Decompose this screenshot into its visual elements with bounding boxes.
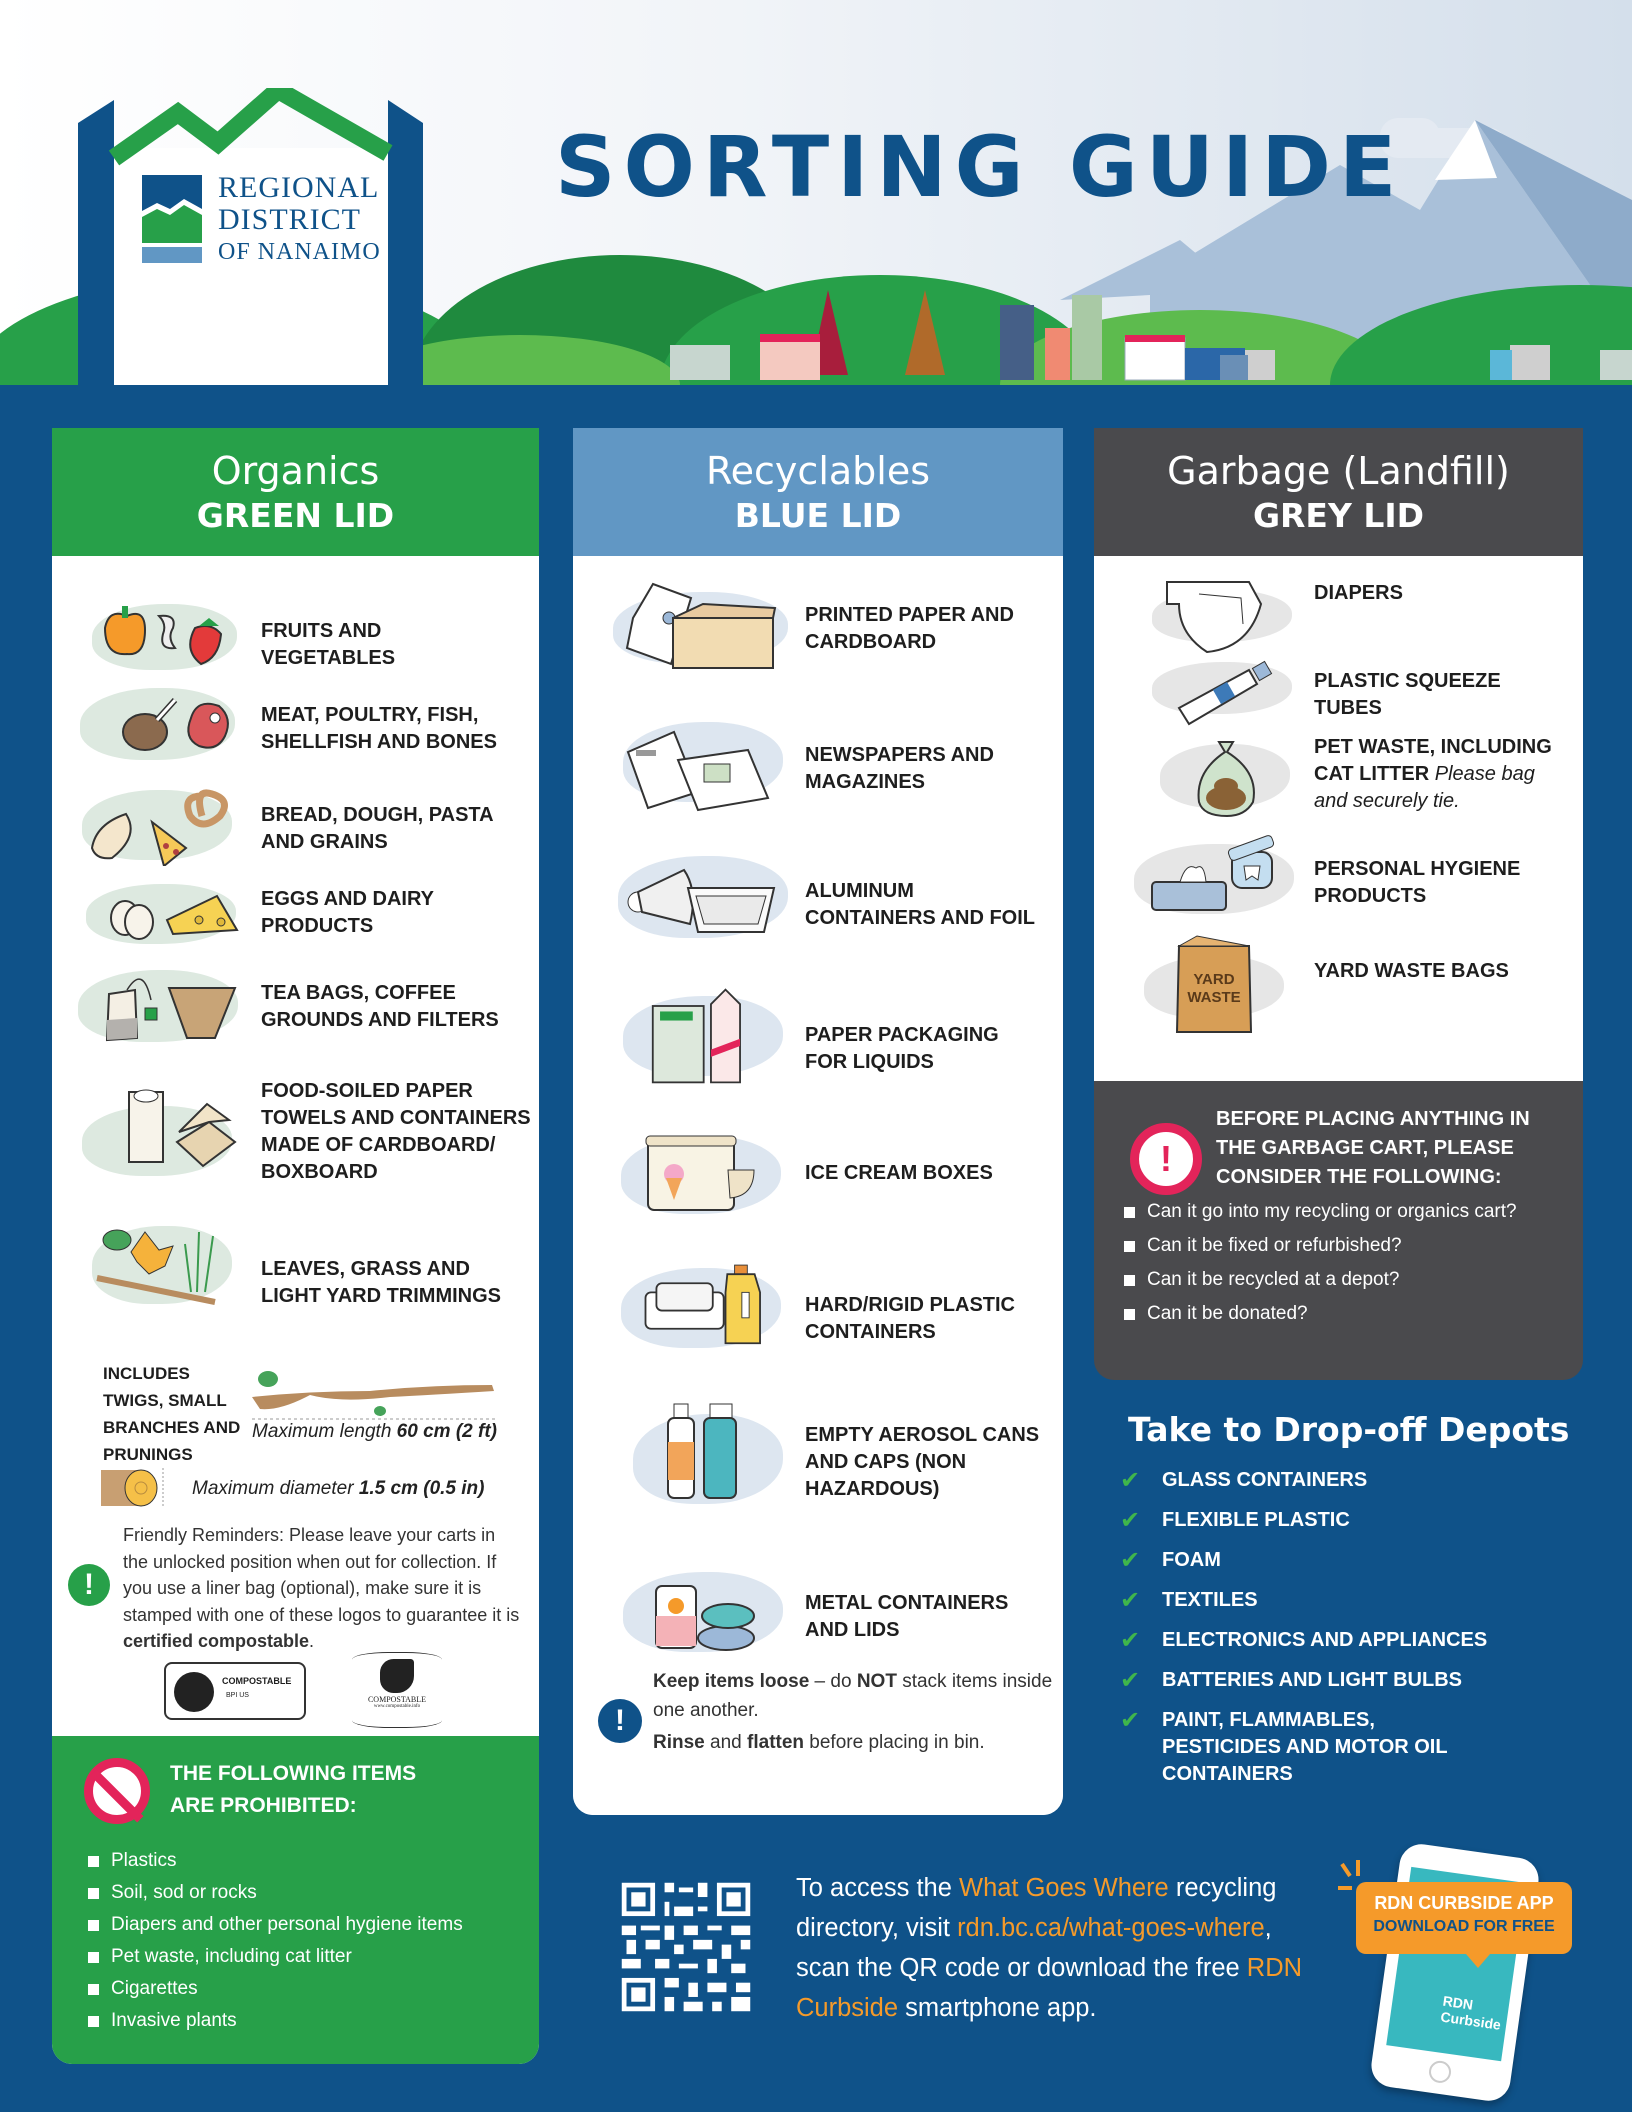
rdn-logo-text <box>218 172 381 268</box>
check-icon: ✔ <box>1120 1507 1141 1534</box>
recyclables-note: Keep items loose – do NOT stack items inside one another. Rinse and flatten before placing in bin. <box>653 1671 1053 1753</box>
recyclables-subtitle: BLUE LID <box>734 496 902 535</box>
phone-illustration <box>1369 1841 1542 2103</box>
svg-text:YARD: YARD <box>1193 971 1235 988</box>
friendly-reminder: Friendly Reminders: Please leave your carts in the unlocked position when out for collection. If you use a liner bag (optional), make sure it is stamped with one of these logos to guarantee it is certified compostable. <box>123 1525 520 1651</box>
check-icon: ✔ <box>1120 1707 1141 1734</box>
organics-title: Organics <box>211 449 380 493</box>
organics-item <box>52 678 539 778</box>
prohibited-item: Diapers and other personal hygiene items <box>88 1909 463 1941</box>
app-download-badge[interactable] <box>1356 1882 1572 1954</box>
logo-line-1: REGIONAL <box>218 171 380 204</box>
check-icon: ✔ <box>1120 1547 1141 1574</box>
bpi-compostable-logo: COMPOSTABLE BPI US <box>164 1662 306 1720</box>
yard-waste-bag-icon <box>1139 928 1304 1038</box>
garbage-item-label: DIAPERS <box>1314 582 1403 604</box>
recyclables-title: Recyclables <box>705 449 931 493</box>
garbage-header <box>1094 428 1583 556</box>
prohibited-item: Invasive plants <box>88 2005 463 2037</box>
garbage-items <box>1094 556 1583 1081</box>
garbage-title: Garbage (Landfill) <box>1167 449 1510 493</box>
garbage-subtitle: GREY LID <box>1252 496 1425 535</box>
paper-towel-box-icon <box>87 1082 252 1182</box>
carton-icon <box>618 986 783 1086</box>
compostable-info-logo: COMPOSTABLE www.compostable.info <box>352 1652 442 1728</box>
recyclables-item-label: PRINTED PAPER AND CARDBOARD <box>805 604 1014 653</box>
check-icon: ✔ <box>1120 1467 1141 1494</box>
logo-line-3: OF NANAIMO <box>218 239 381 265</box>
prohibited-item: Plastics <box>88 1845 463 1877</box>
prohibited-item: Pet waste, including cat litter <box>88 1941 463 1973</box>
bread-dough-icon <box>82 766 247 866</box>
recyclables-item <box>573 1560 1063 1660</box>
phone-screen: RDN Curbside <box>1386 1867 1526 2061</box>
app-badge-title: RDN CURBSIDE APP <box>1374 1893 1554 1913</box>
prohibited-icon <box>84 1758 150 1824</box>
fruits-vegetables-icon <box>87 588 252 688</box>
phone-home-button <box>1428 2059 1453 2084</box>
recyclables-column <box>573 428 1063 1815</box>
paper-cardboard-icon <box>613 578 788 678</box>
newspaper-icon <box>618 712 783 812</box>
recyclables-item <box>573 1394 1063 1514</box>
organics-item-label: MEAT, POULTRY, FISH, SHELLFISH AND BONES <box>261 704 497 753</box>
prohibited-section <box>52 1736 539 2064</box>
garbage-item-label: PERSONAL HYGIENE PRODUCTS <box>1314 858 1521 907</box>
recyclables-item-label: HARD/RIGID PLASTIC CONTAINERS <box>805 1294 1015 1343</box>
prohibited-list <box>88 1845 463 2037</box>
aerosol-can-icon <box>618 1400 783 1510</box>
log-diameter-icon <box>97 1462 167 1512</box>
organics-items <box>52 556 539 1736</box>
app-badge-subtitle: DOWNLOAD FOR FREE <box>1373 1918 1555 1935</box>
drop-off-depots <box>1120 1410 1569 1801</box>
garbage-column <box>1094 428 1583 1380</box>
garbage-item <box>1094 568 1583 648</box>
check-icon: ✔ <box>1120 1667 1141 1694</box>
warning-item: Can it be recycled at a depot? <box>1124 1263 1517 1297</box>
recyclables-item <box>573 986 1063 1096</box>
eggs-dairy-icon <box>87 864 252 964</box>
garbage-warning-list <box>1124 1195 1517 1331</box>
garbage-warning-title: BEFORE PLACING ANYTHING IN THE GARBAGE CART, PLEASE CONSIDER THE FOLLOWING: <box>1216 1108 1530 1188</box>
organics-item <box>52 1076 539 1196</box>
meat-poultry-icon <box>87 676 252 776</box>
depot-item: ✔ FOAM <box>1120 1547 1221 1574</box>
organics-item <box>52 874 539 954</box>
recyclables-item <box>573 578 1063 678</box>
alert-exclamation-icon: ! <box>1130 1123 1202 1195</box>
depot-item: ✔ ELECTRONICS AND APPLIANCES <box>1120 1627 1488 1654</box>
check-icon: ✔ <box>1120 1587 1141 1614</box>
depot-item: ✔ FLEXIBLE PLASTIC <box>1120 1507 1350 1534</box>
organics-item <box>52 964 539 1054</box>
recyclables-item-label: PAPER PACKAGING FOR LIQUIDS <box>805 1024 999 1073</box>
header-banner <box>0 0 1632 385</box>
prohibited-title: THE FOLLOWING ITEMS ARE PROHIBITED: <box>170 1762 417 1817</box>
pet-waste-icon <box>1149 724 1314 824</box>
what-goes-where-link[interactable]: What Goes Where <box>959 1874 1169 1902</box>
recyclables-item-label: ALUMINUM CONTAINERS AND FOIL <box>805 880 1035 929</box>
depots-list <box>1120 1467 1569 1788</box>
organics-item-label: EGGS AND DAIRY PRODUCTS <box>261 888 434 937</box>
recyclables-items <box>573 556 1063 1815</box>
warning-item: Can it go into my recycling or organics cart? <box>1124 1195 1517 1229</box>
garbage-item-label: PET WASTE, INCLUDING CAT LITTER Please bag and securely tie. <box>1314 736 1552 812</box>
depot-item: ✔ GLASS CONTAINERS <box>1120 1467 1368 1494</box>
organics-item-label: FOOD-SOILED PAPER TOWELS AND CONTAINERS MADE OF CARDBOARD/ BOXBOARD <box>261 1080 531 1183</box>
recyclables-item <box>573 846 1063 956</box>
rdn-curbside-link[interactable]: RDN Curbside <box>796 1954 1303 2022</box>
organics-item-label: TEA BAGS, COFFEE GROUNDS AND FILTERS <box>261 982 499 1031</box>
garbage-item <box>1094 648 1583 728</box>
depot-item: ✔ TEXTILES <box>1120 1587 1258 1614</box>
rdn-url-link[interactable]: rdn.bc.ca/what-goes-where <box>957 1914 1265 1942</box>
rdn-logo-mark <box>142 175 202 263</box>
check-icon: ✔ <box>1120 1627 1141 1654</box>
info-exclamation-icon: ! <box>598 1699 642 1743</box>
branch-icon <box>250 1361 500 1421</box>
garbage-item <box>1094 936 1583 1036</box>
organics-item <box>52 596 539 676</box>
prohibited-item: Cigarettes <box>88 1973 463 2005</box>
depots-title: Take to Drop-off Depots <box>1128 1410 1570 1449</box>
leaves-grass-icon <box>87 1222 252 1322</box>
organics-item-label: FRUITS AND VEGETABLES <box>261 620 396 669</box>
page-title: SORTING GUIDE <box>555 118 1405 216</box>
max-length-note: Maximum length 60 cm (2 ft) <box>252 1421 497 1442</box>
garbage-item-label: PLASTIC SQUEEZE TUBES <box>1314 670 1501 719</box>
organics-subtitle: GREEN LID <box>196 496 395 535</box>
organics-item <box>52 1218 539 1338</box>
garbage-item-label: YARD WASTE BAGS <box>1314 960 1509 982</box>
organics-header <box>52 428 539 556</box>
includes-twigs-note: INCLUDES TWIGS, SMALL BRANCHES AND PRUNINGS <box>103 1364 241 1464</box>
depot-item: ✔ PAINT, FLAMMABLES, PESTICIDES AND MOTOR OIL CONTAINERS <box>1120 1707 1448 1785</box>
recyclables-item <box>573 1256 1063 1366</box>
recyclables-item <box>573 712 1063 822</box>
recyclables-item-label: EMPTY AEROSOL CANS AND CAPS (NON HAZARDOUS) <box>805 1424 1040 1500</box>
garbage-item <box>1094 826 1583 926</box>
depot-item: ✔ BATTERIES AND LIGHT BULBS <box>1120 1667 1462 1694</box>
recyclables-header <box>573 428 1063 556</box>
qr-code[interactable] <box>617 1878 755 2016</box>
plastic-container-icon <box>618 1256 783 1356</box>
organics-column <box>52 428 539 2064</box>
footer-info-text: To access the What Goes Where recycling directory, visit rdn.bc.ca/what-goes-where, scan the QR code or download the free RDN Curbside smartphone app. <box>796 1874 1303 2022</box>
recyclables-item-label: ICE CREAM BOXES <box>805 1162 993 1184</box>
info-exclamation-icon: ! <box>68 1564 110 1606</box>
organics-item-label: BREAD, DOUGH, PASTA AND GRAINS <box>261 804 493 853</box>
recyclables-item <box>573 1126 1063 1226</box>
garbage-warning-section <box>1094 1081 1583 1380</box>
organics-item <box>52 776 539 876</box>
svg-text:WASTE: WASTE <box>1187 989 1241 1006</box>
prohibited-item: Soil, sod or rocks <box>88 1877 463 1909</box>
logo-line-2: DISTRICT <box>218 203 361 236</box>
aluminum-foil-icon <box>618 850 788 950</box>
tea-coffee-icon <box>87 960 252 1060</box>
recyclables-item-label: METAL CONTAINERS AND LIDS <box>805 1592 1009 1641</box>
warning-item: Can it be donated? <box>1124 1297 1517 1331</box>
hygiene-products-icon <box>1132 822 1302 922</box>
max-diameter-note: Maximum diameter 1.5 cm (0.5 in) <box>192 1478 485 1499</box>
garbage-item <box>1094 724 1583 824</box>
recyclables-item-label: NEWSPAPERS AND MAGAZINES <box>805 744 994 793</box>
ice-cream-box-icon <box>618 1126 783 1226</box>
organics-item-label: LEAVES, GRASS AND LIGHT YARD TRIMMINGS <box>261 1258 502 1307</box>
metal-can-icon <box>618 1560 783 1660</box>
warning-item: Can it be fixed or refurbished? <box>1124 1229 1517 1263</box>
